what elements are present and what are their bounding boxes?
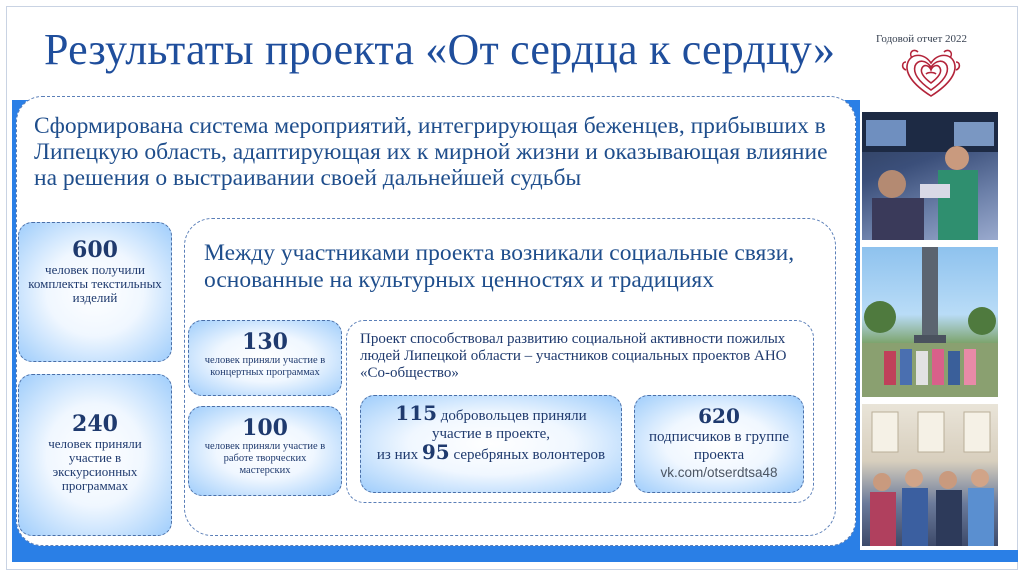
stat-value: 600 — [72, 237, 118, 263]
summary-text: Сформирована система мероприятий, интегрирующая беженцев, прибывших в Липецкую область, адаптирующая их к мирной жизни и оказывающая влияние на решения о выстраивании своей дальнейшей судьбы — [34, 113, 828, 191]
stat-card-130 — [188, 320, 342, 396]
stat-value: 115 — [395, 401, 438, 425]
stat-value: 620 — [698, 404, 740, 428]
stat-card-620 — [634, 395, 804, 493]
vk-group-link[interactable]: vk.com/otserdtsa48 — [660, 465, 778, 480]
stat-value: 240 — [72, 411, 118, 437]
stat-label: человек получили комплекты текстильных изделий — [28, 262, 162, 305]
photo-bus-participants — [862, 112, 998, 240]
report-label: Годовой отчет 2022 — [876, 33, 968, 45]
stat-value: 130 — [242, 329, 288, 355]
activity-text: Проект способствовал развитию социальной активности пожилых людей Липецкой области – участников социальных проектов АНО «Со-общество» — [360, 331, 787, 381]
stat-label: подписчиков в группе проекта — [648, 429, 790, 463]
stat-label: человек приняли участие в экскурсионных программах — [48, 436, 142, 493]
photo-monument-group — [862, 247, 998, 397]
page-title: Результаты проекта «От сердца к сердцу» — [44, 25, 836, 74]
stat-value-secondary: 95 — [421, 440, 450, 464]
stat-card-600 — [18, 222, 172, 362]
stat-label: человек приняли участие в концертных программах — [204, 355, 326, 378]
stat-value: 100 — [242, 415, 288, 441]
stat-card-115 — [360, 395, 622, 493]
stat-card-100 — [188, 406, 342, 496]
bottom-band — [12, 550, 1018, 562]
stat-label: человек приняли участие в работе творческих мастерских — [204, 441, 326, 476]
photo-hall-group — [862, 404, 998, 546]
social-ties-text: Между участниками проекта возникали социальные связи, основанные на культурных ценностях и традициях — [204, 240, 795, 293]
stat-label-part: из них — [376, 447, 422, 463]
stat-card-240 — [18, 374, 172, 536]
stat-label-part: добровольцев приняли участие в проекте, — [431, 408, 587, 442]
stat-label-part: серебряных волонтеров — [449, 447, 606, 463]
heart-flower-logo-icon — [900, 46, 962, 102]
stat-label — [361, 401, 621, 464]
